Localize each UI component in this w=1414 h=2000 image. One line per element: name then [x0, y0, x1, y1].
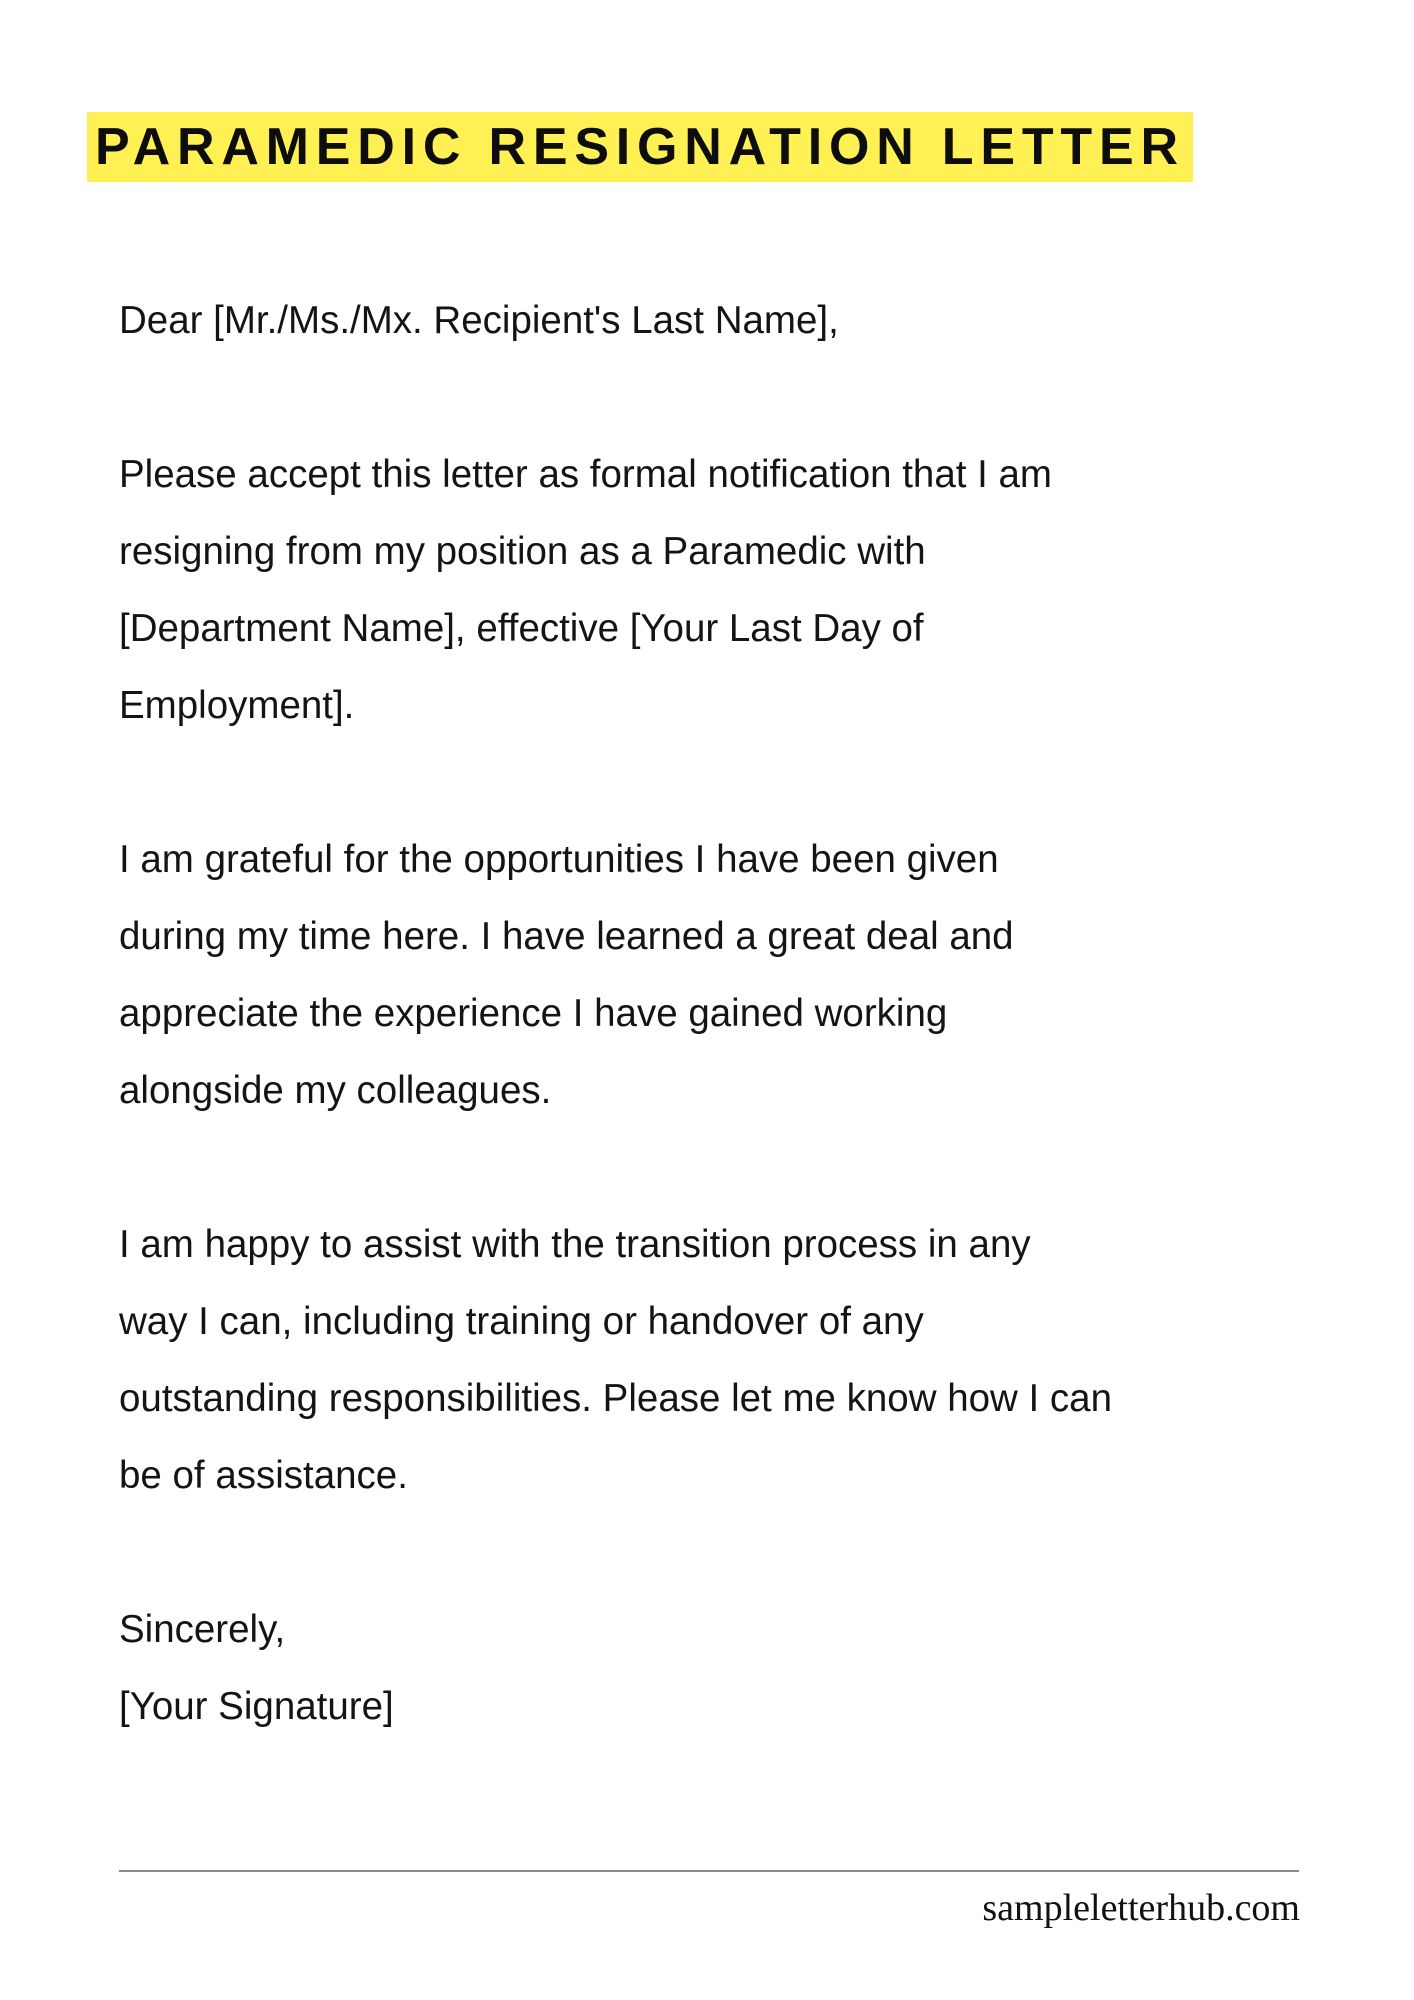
paragraph-line: resigning from my position as a Paramedic with: [119, 530, 926, 573]
paragraph-transition: [119, 1206, 1359, 1514]
signature-placeholder: [Your Signature]: [119, 1685, 394, 1728]
paragraph-line: be of assistance.: [119, 1454, 408, 1497]
paragraph-line: alongside my colleagues.: [119, 1069, 552, 1112]
paragraph-line: during my time here. I have learned a great deal and: [119, 915, 1014, 958]
paragraph-line: Please accept this letter as formal notification that I am: [119, 453, 1053, 496]
paragraph-gratitude: [119, 821, 1359, 1129]
paragraph-line: way I can, including training or handover of any: [119, 1300, 924, 1343]
paragraph-line: I am happy to assist with the transition process in any: [119, 1223, 1031, 1266]
paragraph-line: outstanding responsibilities. Please let me know how I can: [119, 1377, 1112, 1420]
title-highlight: [87, 112, 1193, 182]
closing: Sincerely,: [119, 1608, 286, 1651]
letter-body: [119, 282, 1359, 1745]
footer-divider: [119, 1870, 1299, 1872]
closing-block: [119, 1591, 1359, 1745]
paragraph-line: [Department Name], effective [Your Last Day of: [119, 607, 924, 650]
paragraph-line: appreciate the experience I have gained working: [119, 992, 948, 1035]
paragraph-line: I am grateful for the opportunities I have been given: [119, 838, 999, 881]
paragraph-notification: [119, 436, 1359, 744]
footer-site-name: sampleletterhub.com: [982, 1887, 1300, 1929]
page-title: PARAMEDIC RESIGNATION LETTER: [95, 118, 1185, 176]
salutation: Dear [Mr./Ms./Mx. Recipient's Last Name],: [119, 299, 839, 342]
paragraph-line: Employment].: [119, 684, 355, 727]
